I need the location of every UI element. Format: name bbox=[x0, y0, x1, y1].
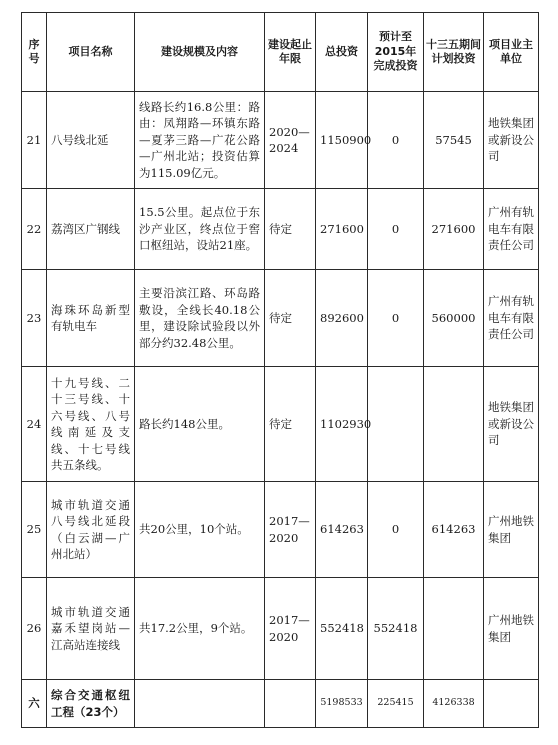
row-seq: 24 bbox=[22, 367, 47, 482]
row-13th-five-year-plan: 560000 bbox=[424, 270, 484, 367]
row-project-owner: 地铁集团或新设公司 bbox=[484, 92, 539, 189]
summary-seq: 六 bbox=[22, 680, 47, 728]
row-scale-content: 15.5公里。起点位于东沙产业区，终点位于窖口枢纽站，设站21座。 bbox=[135, 189, 265, 270]
row-seq: 25 bbox=[22, 482, 47, 578]
row-project-name: 城市轨道交通嘉禾望岗站—江高站连接线 bbox=[47, 578, 135, 680]
row-seq: 23 bbox=[22, 270, 47, 367]
header-13th-five-year-plan: 十三五期间计划投资 bbox=[424, 13, 484, 92]
row-period: 2017—2020 bbox=[265, 578, 316, 680]
row-total-investment: 1102930 bbox=[316, 367, 368, 482]
row-estimated-2015: 0 bbox=[368, 270, 424, 367]
row-scale-content: 共17.2公里，9个站。 bbox=[135, 578, 265, 680]
header-estimated-2015: 预计至2015年完成投资 bbox=[368, 13, 424, 92]
row-period: 待定 bbox=[265, 367, 316, 482]
row-period: 2017—2020 bbox=[265, 482, 316, 578]
header-project-owner: 项目业主单位 bbox=[484, 13, 539, 92]
row-estimated-2015: 0 bbox=[368, 189, 424, 270]
header-scale-content: 建设规模及内容 bbox=[135, 13, 265, 92]
row-total-investment: 271600 bbox=[316, 189, 368, 270]
summary-total-investment: 5198533 bbox=[316, 680, 368, 728]
row-seq: 21 bbox=[22, 92, 47, 189]
summary-scale-empty bbox=[135, 680, 265, 728]
row-project-name: 城市轨道交通八号线北延段（白云湖—广州北站） bbox=[47, 482, 135, 578]
row-13th-five-year-plan bbox=[424, 367, 484, 482]
row-scale-content: 线路长约16.8公里：路由：凤翔路—环镇东路—夏茅三路—广花公路—广州北站；投资估算为115.09亿元。 bbox=[135, 92, 265, 189]
row-estimated-2015: 0 bbox=[368, 92, 424, 189]
table-row bbox=[22, 578, 539, 680]
row-project-name: 十九号线、二十三号线、十六号线、八号线南延及支线、十七号线共五条线。 bbox=[47, 367, 135, 482]
table-row bbox=[22, 482, 539, 578]
row-project-owner: 地铁集团或新设公司 bbox=[484, 367, 539, 482]
row-seq: 22 bbox=[22, 189, 47, 270]
row-project-owner: 广州有轨电车有限责任公司 bbox=[484, 270, 539, 367]
summary-13th-five-year-plan: 4126338 bbox=[424, 680, 484, 728]
row-estimated-2015: 0 bbox=[368, 482, 424, 578]
row-project-owner: 广州有轨电车有限责任公司 bbox=[484, 189, 539, 270]
row-project-owner: 广州地铁集团 bbox=[484, 482, 539, 578]
row-project-name: 八号线北延 bbox=[47, 92, 135, 189]
row-13th-five-year-plan bbox=[424, 578, 484, 680]
header-seq: 序号 bbox=[22, 13, 47, 92]
header-period: 建设起止年限 bbox=[265, 13, 316, 92]
table-row bbox=[22, 270, 539, 367]
row-project-owner: 广州地铁集团 bbox=[484, 578, 539, 680]
header-project-name: 项目名称 bbox=[47, 13, 135, 92]
table-row bbox=[22, 367, 539, 482]
row-project-name: 荔湾区广钢线 bbox=[47, 189, 135, 270]
header-total-investment: 总投资 bbox=[316, 13, 368, 92]
table-row bbox=[22, 189, 539, 270]
table-row bbox=[22, 92, 539, 189]
row-period: 待定 bbox=[265, 270, 316, 367]
project-investment-table bbox=[21, 12, 539, 728]
row-total-investment: 1150900 bbox=[316, 92, 368, 189]
summary-name: 综合交通枢纽工程（23个） bbox=[47, 680, 135, 728]
row-period: 待定 bbox=[265, 189, 316, 270]
row-seq: 26 bbox=[22, 578, 47, 680]
row-total-investment: 892600 bbox=[316, 270, 368, 367]
summary-owner-empty bbox=[484, 680, 539, 728]
summary-period-empty bbox=[265, 680, 316, 728]
row-total-investment: 614263 bbox=[316, 482, 368, 578]
row-scale-content: 共20公里，10个站。 bbox=[135, 482, 265, 578]
row-13th-five-year-plan: 271600 bbox=[424, 189, 484, 270]
row-scale-content: 主要沿滨江路、环岛路敷设，全线长40.18公里，建设除试验段以外部分约32.48公里。 bbox=[135, 270, 265, 367]
header-row bbox=[22, 13, 539, 92]
row-total-investment: 552418 bbox=[316, 578, 368, 680]
row-project-name: 海珠环岛新型有轨电车 bbox=[47, 270, 135, 367]
row-13th-five-year-plan: 57545 bbox=[424, 92, 484, 189]
row-13th-five-year-plan: 614263 bbox=[424, 482, 484, 578]
row-estimated-2015: 552418 bbox=[368, 578, 424, 680]
summary-row bbox=[22, 680, 539, 728]
row-estimated-2015 bbox=[368, 367, 424, 482]
row-scale-content: 路长约148公里。 bbox=[135, 367, 265, 482]
row-period: 2020—2024 bbox=[265, 92, 316, 189]
summary-estimated-2015: 225415 bbox=[368, 680, 424, 728]
